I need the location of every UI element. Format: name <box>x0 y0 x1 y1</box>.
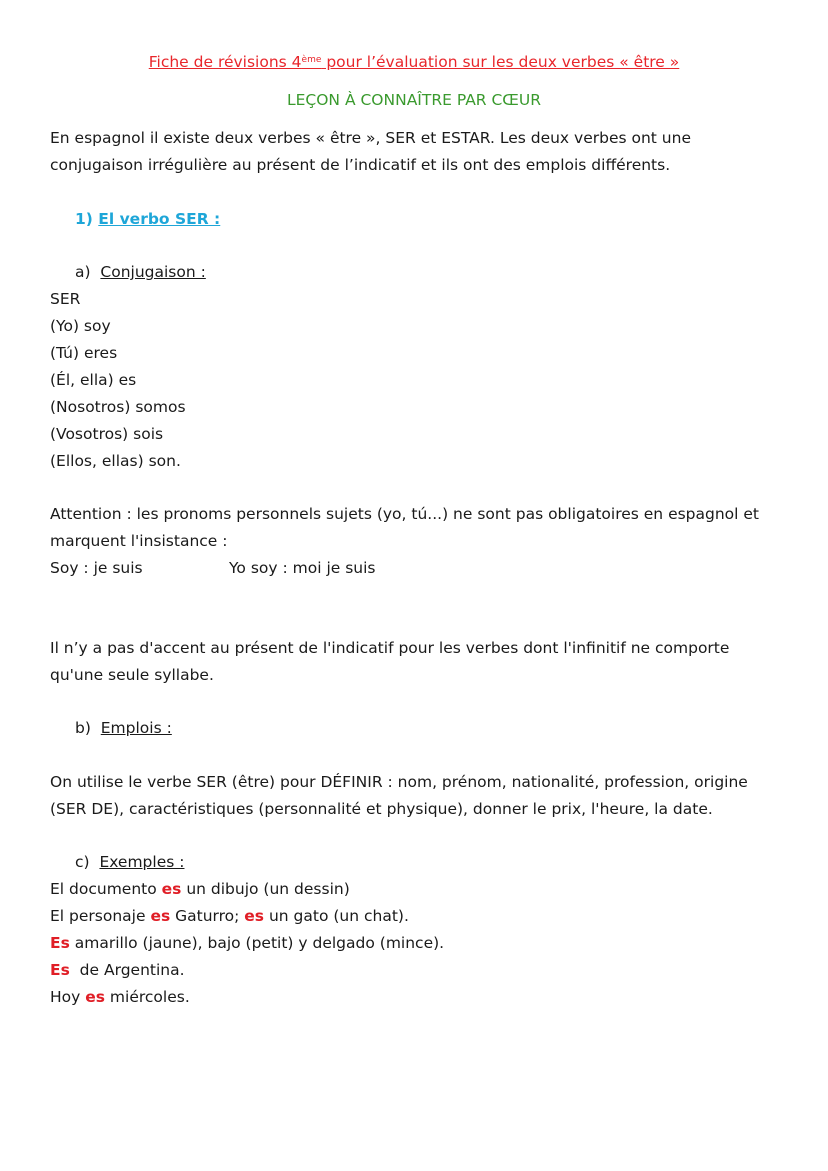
intro-line: En espagnol il existe deux verbes « être », SER et ESTAR. Les deux verbes ont une <box>50 129 691 147</box>
conjugation-line: (Tú) eres <box>50 344 118 362</box>
example-line: Hoy es miércoles. <box>50 988 190 1006</box>
conjugation-line: (Ellos, ellas) son. <box>50 452 181 470</box>
conjugation-line: (Vosotros) sois <box>50 425 164 443</box>
attention-example-left: Soy : je suis <box>50 559 143 577</box>
emplois-line: On utilise le verbe SER (être) pour DÉFINIR : nom, prénom, nationalité, profession, origine <box>50 773 748 791</box>
conjugation-line: (Yo) soy <box>50 317 111 335</box>
attention-example-right: Yo soy : moi je suis <box>229 559 376 577</box>
example-line: El personaje es Gaturro; es un gato (un chat). <box>50 907 409 925</box>
conjugation-line: (Él, ella) es <box>50 371 137 389</box>
subheading-exemples: c) Exemples : <box>75 853 185 871</box>
section-heading-ser: 1) El verbo SER : <box>75 210 221 228</box>
example-line: Es de Argentina. <box>50 961 185 979</box>
accent-note-line: qu'une seule syllabe. <box>50 666 214 684</box>
subheading-emplois: b) Emplois : <box>75 719 172 737</box>
verb-label: SER <box>50 290 81 308</box>
example-line: El documento es un dibujo (un dessin) <box>50 880 350 898</box>
accent-note-line: Il n’y a pas d'accent au présent de l'indicatif pour les verbes dont l'infinitif ne comporte <box>50 639 730 657</box>
example-line: Es amarillo (jaune), bajo (petit) y delgado (mince). <box>50 934 445 952</box>
subheading-conjugaison: a) Conjugaison : <box>75 263 206 281</box>
intro-line: conjugaison irrégulière au présent de l’indicatif et ils ont des emplois différents. <box>50 156 671 174</box>
page-title: Fiche de révisions 4ème pour l’évaluation sur les deux verbes « être » <box>148 53 680 71</box>
conjugation-line: (Nosotros) somos <box>50 398 186 416</box>
attention-line: marquent l'insistance : <box>50 532 228 550</box>
attention-line: Attention : les pronoms personnels sujets (yo, tú...) ne sont pas obligatoires en espagnol et <box>50 505 760 523</box>
page-subtitle: LEÇON À CONNAÎTRE PAR CŒUR <box>286 91 542 109</box>
emplois-line: (SER DE), caractéristiques (personnalité et physique), donner le prix, l'heure, la date. <box>50 800 713 818</box>
